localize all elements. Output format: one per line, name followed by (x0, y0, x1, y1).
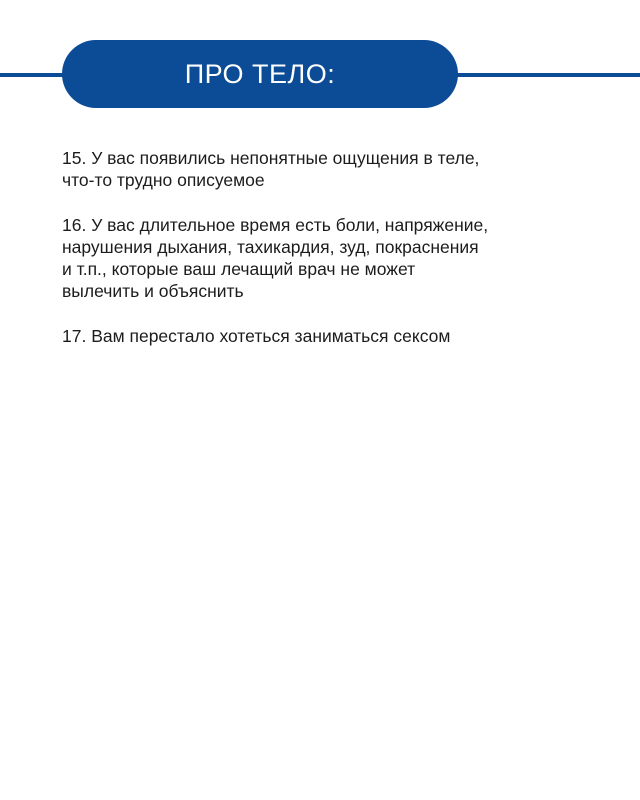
list-item-15: 15. У вас появились непонятные ощущения в теле, что-то трудно описуемое (62, 148, 480, 190)
list-item-17: 17. Вам перестало хотеться заниматься сексом (62, 326, 451, 346)
page-title: ПРО ТЕЛО: (184, 58, 336, 89)
symptom-list (62, 147, 592, 370)
header-pill (62, 40, 458, 108)
list-item-16: 16. У вас длительное время есть боли, напряжение, нарушения дыхания, тахикардия, зуд, покраснения и т.п., которые ваш лечащий врач не может вылечить и объяснить (62, 215, 489, 301)
header-rule-right (440, 73, 640, 77)
